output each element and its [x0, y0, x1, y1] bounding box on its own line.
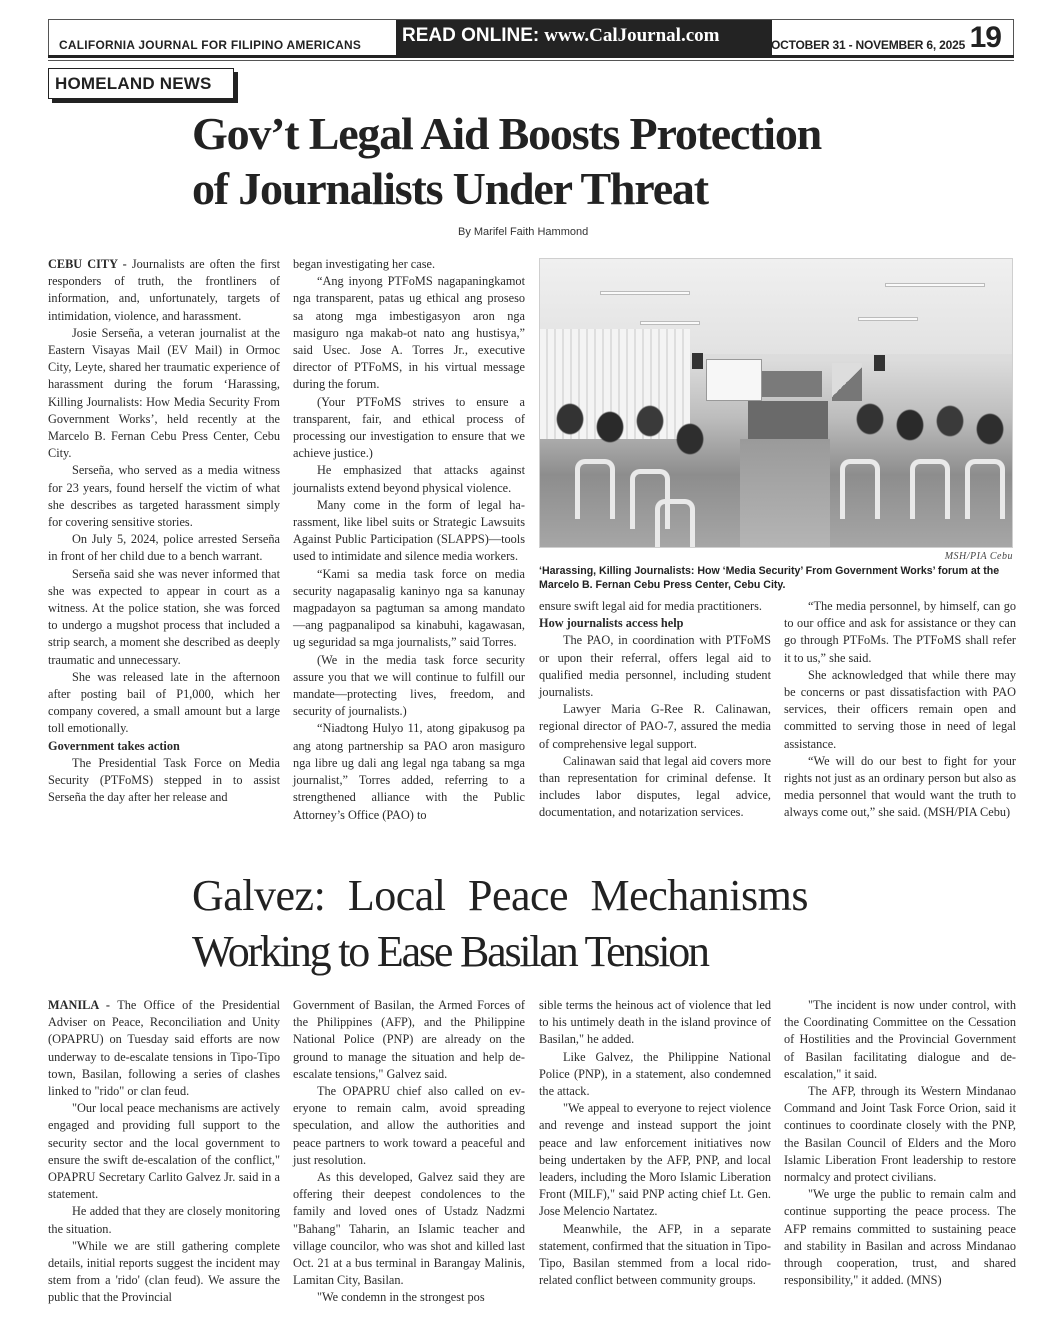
article1-column-1 — [48, 256, 280, 807]
website-link[interactable]: www.CalJournal.com — [544, 25, 720, 46]
photo-chair — [965, 459, 1005, 519]
body-paragraph — [539, 632, 771, 701]
paragraph-text: Serseña, who served as a media witness for 23 years, found herself the victim of what she describes as targeted harassment simply for covering sensitive stories. — [48, 463, 280, 530]
body-paragraph — [784, 1186, 1016, 1289]
photo-caption: ‘Harassing, Killing Journalists: How ‘Media Security’ From Government Works’ forum at the Marcelo B. Fernan Cebu Press Center, Cebu City. — [539, 565, 1000, 591]
paragraph-text: Government of Basilan, the Armed Forces of the Philippines (AFP), and the Philippine National Police (PNP) are already on the ground to manage the situation and help de-escalate tensions," Galvez said. — [293, 998, 525, 1081]
paragraph-text: “We will do our best to fight for your rights not just as an ordinary person but also as media personnel that would want the truth to always come out,” she said. (MSH/PIA Cebu) — [784, 753, 1016, 820]
body-paragraph — [48, 325, 280, 463]
masthead-rule-thin — [48, 60, 1014, 61]
body-paragraph — [293, 394, 525, 463]
paragraph-text: "We condemn in the strongest pos — [317, 1290, 485, 1305]
article2-headline-line1: Galvez: Local Peace Mechanisms — [192, 871, 808, 920]
article2-column-4 — [784, 997, 1016, 1289]
body-paragraph — [48, 755, 280, 807]
article1-column-2 — [293, 256, 525, 824]
paragraph-text: (Your PTFoMS strives to ensure a transparent, fair, and ethical process of processing our investigation to ensure that we achieve justice.) — [293, 394, 525, 461]
body-paragraph — [293, 720, 525, 823]
paragraph-text: As this developed, Galvez said they are offering their deepest condolences to the family and loved ones of Ustadz Nadzmi "Bahang" Taharin, an Islamic teacher and village councilor, who was shot and killed last Oct. 21 at a bus terminal in Barangay Malinis, Lamitan City, Basilan. — [293, 1170, 525, 1288]
paragraph-text: "The incident is now under control, with the Coordinating Committee on the Cessation of Hostilities and the Provincial Government of Basilan facilitating dialogue and de-escalation," it said. — [784, 998, 1016, 1081]
dateline: CEBU CITY - — [48, 257, 132, 271]
body-paragraph — [293, 256, 525, 273]
article2-column-3 — [539, 997, 771, 1289]
body-paragraph — [293, 462, 525, 496]
paragraph-text: sible terms the heinous act of violence that led to his untimely death in the island province of Basilan," he added. — [539, 998, 771, 1047]
photo-chair — [840, 459, 880, 519]
section-label: HOMELAND NEWS — [48, 68, 234, 99]
dateline: MANILA - — [48, 998, 118, 1012]
body-paragraph — [539, 701, 771, 753]
photo-flag — [832, 363, 862, 401]
paragraph-text: Like Galvez, the Philippine National Police (PNP), in a statement, also condemned the attack. — [539, 1049, 771, 1099]
paragraph-text: The Presidential Task Force on Media Security (PTFoMS) stepped in to assist Serseña the day after her release and — [48, 755, 280, 805]
body-paragraph — [293, 1289, 525, 1306]
paragraph-text: ensure swift legal aid for media practitioners. — [539, 599, 762, 613]
paragraph-text: Serseña said she was never informed that she was expected to appear in court as a witness. At the police station, she was forced to undergo a mugshot process that included a strip search, a moment she described as deeply traumatic and unnecessary. — [48, 566, 280, 667]
read-online-label: READ ONLINE: — [402, 25, 540, 46]
body-paragraph — [784, 598, 1016, 667]
body-paragraph — [293, 1169, 525, 1289]
photo-ceiling-light — [640, 321, 700, 325]
article1-headline-line2: of Journalists Under Threat — [192, 163, 708, 214]
masthead-rule-thick — [48, 55, 1014, 58]
paragraph-text: She acknowledged that while there may be concerns or past dissatisfaction with PAO services, their officers remain open and committed to serving those in need of legal assistance. — [784, 667, 1016, 751]
read-online-banner — [396, 20, 772, 56]
body-paragraph — [539, 1049, 771, 1101]
body-paragraph — [539, 598, 771, 615]
body-paragraph — [48, 531, 280, 565]
paragraph-text: Josie Serseña, a veteran journalist at the Eastern Visayas Mail (EV Mail) in Ormoc City, Leyte, shared her traumatic experience of harassment during the forum ‘Harassing, Killing Journalists: How Media Security From Government Works’, held recently at the Marcelo B. Fernan Cebu Press Center, Cebu City. — [48, 325, 280, 461]
article2-column-1 — [48, 997, 280, 1307]
article1-headline-line1: Gov’t Legal Aid Boosts Protection — [192, 108, 822, 159]
body-paragraph — [293, 652, 525, 721]
photo-ceiling-light — [600, 291, 690, 295]
paragraph-text: She was released late in the afternoon after posting bail of P1,000, which her company covered, a small amount but a large toll emotionally. — [48, 669, 280, 736]
article1-byline: By Marifel Faith Hammond — [458, 226, 589, 238]
article1-column-3 — [539, 598, 771, 822]
paragraph-text: The AFP, through its Western Mindanao Command and Joint Task Force Orion, said it continues to coordinate closely with the PNP, the Basilan Council of Elders and the Moro Islamic Liberation Front leadership to restore normalcy and protect civilians. — [784, 1084, 1016, 1185]
body-paragraph — [48, 669, 280, 738]
body-paragraph — [48, 1238, 280, 1307]
paragraph-text: The OPAPRU chief also called on everyone to remain calm, avoid spreading speculation, and allow the authorities and peace partners to work toward a peaceful and just resolution. — [293, 1084, 525, 1167]
paragraph-text: The Office of the Presidential Adviser on Peace, Reconciliation and Unity (OPAPRU) on Tuesday said efforts are now underway to de-escalate tensions in Tipo-Tipo town, Basilan, following a series of clashes linked to "rido" or clan feud. — [48, 998, 280, 1099]
photo-ceiling-light — [885, 283, 985, 287]
photo-ceiling-light — [858, 317, 918, 321]
photo-projection-screen — [706, 359, 762, 401]
photo-chair — [655, 499, 695, 548]
paragraph-text: Journalists are often the first responders of truth, the frontliners of information, and, unfortunately, targets of intimidation, violence, and harassment. — [48, 257, 281, 323]
paragraph-text: “Ang inyong PTFoMS nagapaningkamot nga transparent, patas ug ethical ang proseso sa atong mga imbestigasyon aron nga masiguro nga makab-ot nato ang hustisya,” said Usec. Jose A. Torres Jr., executive director of PTFoMS, in his virtual message during the forum. — [293, 274, 525, 392]
paragraph-text: “The media personnel, by himself, can go to our office and ask for assistance or they can go through PTFoMs. The PTFoMS shall refer it to us,” she said. — [784, 599, 1016, 665]
paragraph-text: "We urge the public to remain calm and continue supporting the peace process. The AFP remains committed to sustaining peace and stability in Basilan and across Mindanao through cooperation, trust, and shared responsibility," it added. (MNS) — [784, 1187, 1016, 1288]
article2-column-2 — [293, 997, 525, 1307]
page-number: 19 — [969, 21, 1001, 54]
article2-headline — [192, 868, 912, 980]
photo-chair — [910, 459, 950, 519]
paragraph-text: He added that they are closely monitoring the situation. — [48, 1204, 280, 1236]
issue-date-range: OCTOBER 31 - NOVEMBER 6, 2025 — [771, 38, 966, 52]
body-paragraph — [48, 462, 280, 531]
paragraph-text: "Our local peace mechanisms are actively engaged and providing full support to the security sector and the local government to ensure the swift de-escalation of the conflict," OPAPRU Secretary Carlito Galvez Jr. said in a statement. — [48, 1101, 280, 1202]
body-paragraph — [48, 1100, 280, 1203]
masthead — [48, 19, 1014, 55]
body-paragraph — [784, 753, 1016, 822]
photo-chair — [575, 459, 615, 519]
paragraph-text: “Kami sa media task force on media security nagapasalig kaninyo nga sa kanunay magpadayon sa pagtuman sa among mandato—ang pagpanalipod sa kinabuhi, kagawasan, ug seguridad sa mga journalists,” said Torres. — [293, 566, 525, 650]
paragraph-text: Lawyer Maria G-Ree R. Calinawan, regional director of PAO-7, assured the media of comprehensive legal support. — [539, 702, 771, 751]
paragraph-text: “Niadtong Hulyo 11, atong gipakusog pa ang atong partnership sa PAO aron masiguro nga libre ug dali ang legal nga tabang sa mga journalist,” Torres added, referring to a strengthened alliance with the Public Attorney’s Office (PAO) to — [293, 721, 525, 822]
paragraph-text: He emphasized that attacks against journalists extend beyond physical violence. — [293, 463, 525, 495]
body-paragraph — [293, 273, 525, 393]
body-paragraph — [784, 1083, 1016, 1186]
body-paragraph — [539, 753, 771, 822]
body-paragraph — [784, 997, 1016, 1083]
body-paragraph — [48, 566, 280, 669]
subheading: Government takes action — [48, 738, 180, 753]
body-paragraph — [293, 566, 525, 652]
article2-headline-line2: Working to Ease Basilan Tension — [192, 927, 708, 976]
body-paragraph — [293, 1083, 525, 1169]
paragraph-text: "We appeal to everyone to reject violence and revenge and instead support the joint peace and law enforcement initiatives now being undertaken by the AFP, PNP, and local leaders, including the Moro Islamic Liberation Front (MILF)," said PNP acting chief Lt. Gen. Jose Melencio Nartatez. — [539, 1101, 771, 1219]
body-paragraph — [539, 997, 771, 1049]
photo-speaker — [874, 355, 885, 371]
body-paragraph — [784, 667, 1016, 753]
paragraph-text: On July 5, 2024, police arrested Serseña in front of her child due to a bench warrant. — [48, 532, 280, 564]
body-paragraph — [293, 997, 525, 1083]
photo-credit: MSH/PIA Cebu — [944, 551, 1013, 562]
paragraph-text: Calinawan said that legal aid covers more than representation for criminal defense. It includes labor disputes, legal advice, documentation, and notarization services. — [539, 753, 771, 820]
paragraph-text: (We in the media task force security assure you that we will continue to fulfill our mandate—protecting lives, freedom, and security of journalists.) — [293, 652, 525, 719]
body-paragraph — [293, 497, 525, 566]
paragraph-text: began investigating her case. — [293, 257, 436, 271]
body-paragraph — [48, 997, 280, 1100]
article1-headline — [192, 106, 912, 216]
photo-event-banner — [762, 371, 822, 397]
body-paragraph — [539, 1100, 771, 1220]
forum-photo[interactable] — [539, 258, 1013, 548]
paragraph-text: The PAO, in coordination with PTFoMS or upon their referral, offers legal aid to qualified media personnel, including student journalists. — [539, 633, 771, 700]
paragraph-text: "While we are still gathering complete details, initial reports suggest the incident may stem from a 'rido' (clan feud). We assure the public that the Provincial — [48, 1238, 280, 1305]
article1-column-4 — [784, 598, 1016, 822]
body-paragraph — [539, 1221, 771, 1290]
body-paragraph — [48, 256, 280, 325]
paragraph-text: Many come in the form of legal harassment, like libel suits or Strategic Lawsuits Against Public Participation (SLAPPS)—tools used to intimidate and silence media workers. — [293, 497, 525, 564]
body-paragraph — [48, 1203, 280, 1237]
subheading: How journalists access help — [539, 616, 684, 631]
paragraph-text: Meanwhile, the AFP, in a separate statement, confirmed that the situation in Tipo-Tipo, Basilan stemmed from a local rido-related conflict between community groups. — [539, 1221, 771, 1288]
photo-speaker — [692, 353, 703, 369]
publication-name: CALIFORNIA JOURNAL FOR FILIPINO AMERICANS — [59, 38, 362, 52]
